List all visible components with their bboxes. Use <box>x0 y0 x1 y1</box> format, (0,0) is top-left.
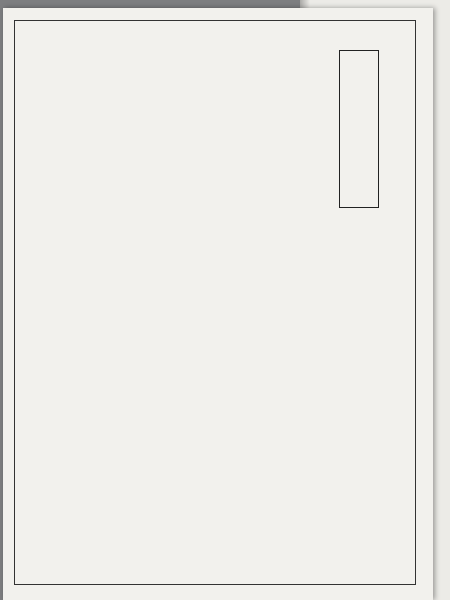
toc-title-box <box>339 50 379 208</box>
toc-page <box>3 8 433 600</box>
